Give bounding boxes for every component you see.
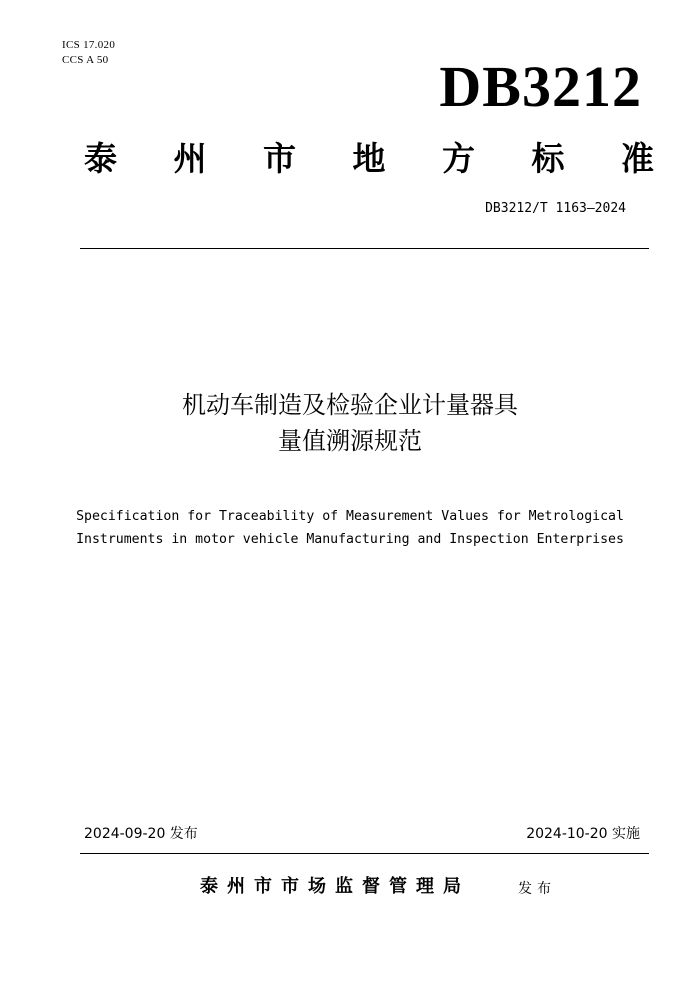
title-cn-line-1: 机动车制造及检验企业计量器具: [182, 391, 518, 419]
publisher-name: 泰州市市场监督管理局: [200, 876, 470, 897]
publish-label: 发布: [518, 881, 556, 897]
title-cn-line-2: 量值溯源规范: [278, 427, 422, 455]
implementation-date: 2024-10-20 实施: [526, 826, 640, 842]
standard-number: DB3212/T 1163—2024: [485, 201, 626, 216]
standard-type-char: 泰: [84, 139, 117, 178]
standard-type-heading: [84, 138, 654, 180]
bottom-divider: [80, 853, 649, 854]
standard-type-char: 标: [531, 139, 565, 178]
ics-code: ICS 17.020: [62, 39, 116, 51]
ccs-code: CCS A 50: [62, 54, 109, 66]
standard-code: DB3212: [439, 54, 642, 119]
issue-date: 2024-09-20 发布: [84, 826, 198, 842]
standard-type-char: 市: [263, 139, 296, 178]
top-divider: [80, 248, 649, 249]
standard-type-char: 地: [352, 139, 386, 178]
standard-type-char: 州: [173, 139, 207, 178]
title-en-line-1: Specification for Traceability of Measurement Values for Metrological: [76, 509, 624, 524]
standard-type-char: 准: [621, 139, 654, 178]
title-en-line-2: Instruments in motor vehicle Manufacturing and Inspection Enterprises: [76, 532, 624, 547]
standard-type-char: 方: [442, 139, 475, 178]
